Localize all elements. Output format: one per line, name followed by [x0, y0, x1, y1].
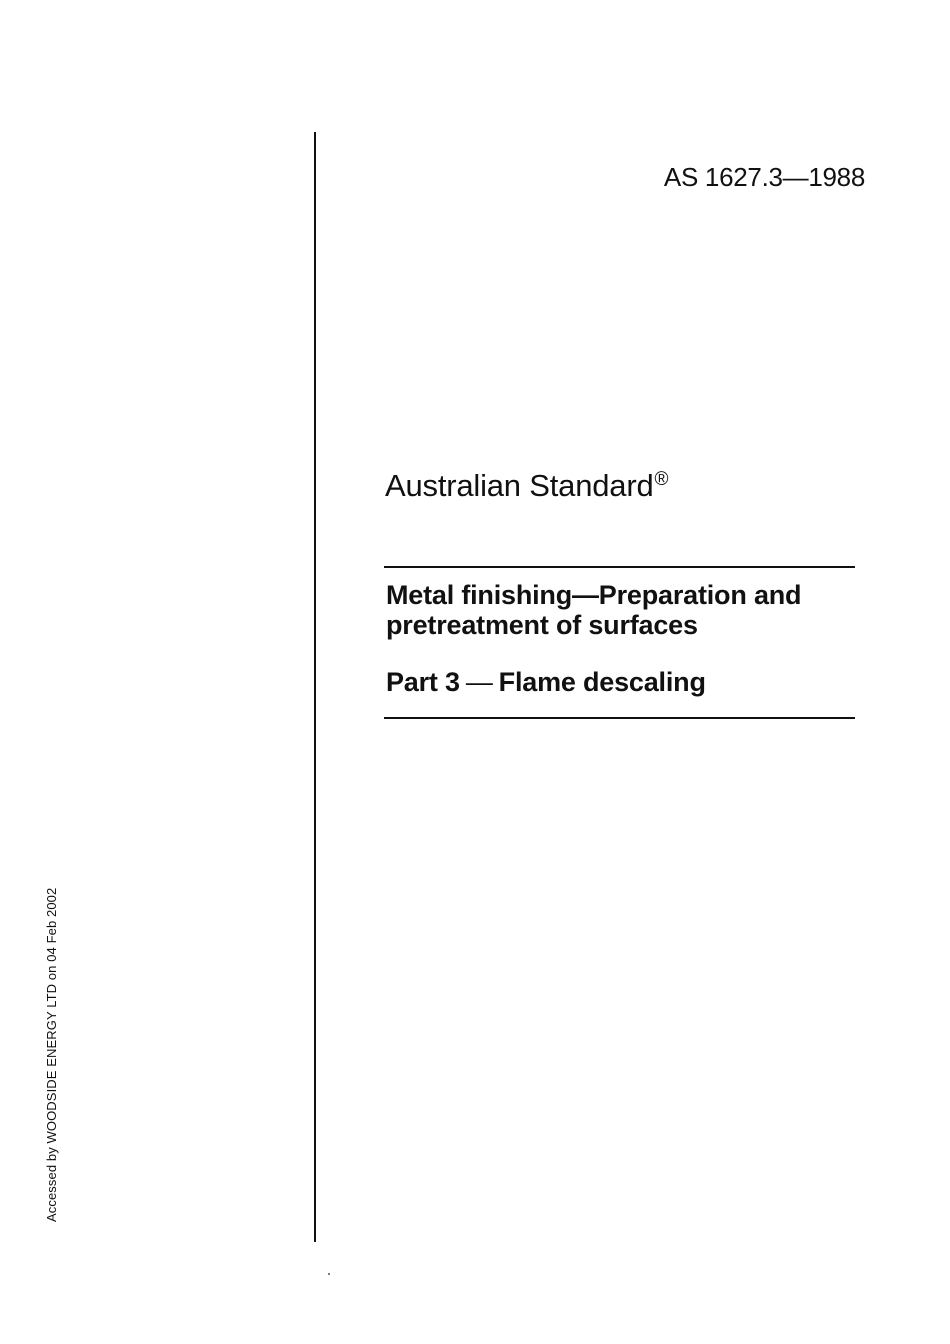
title-top-rule — [384, 566, 855, 568]
standard-label-text: Australian Standard — [385, 468, 654, 503]
title-bottom-rule — [384, 717, 855, 719]
standard-label — [385, 468, 668, 504]
part-dash: — — [465, 667, 493, 697]
standard-number: AS 1627.3—1988 — [663, 162, 865, 192]
vertical-rule — [314, 132, 316, 1242]
part-label: Part 3 — [386, 667, 460, 697]
registered-mark: ® — [654, 468, 669, 490]
part-name: Flame descaling — [498, 667, 706, 697]
scan-speck — [328, 1273, 330, 1275]
access-watermark: Accessed by WOODSIDE ENERGY LTD on 04 Feb 2002 — [44, 887, 59, 1222]
document-title: Metal finishing—Preparation and pretreatment of surfaces — [386, 580, 802, 640]
document-part-title — [386, 667, 706, 698]
